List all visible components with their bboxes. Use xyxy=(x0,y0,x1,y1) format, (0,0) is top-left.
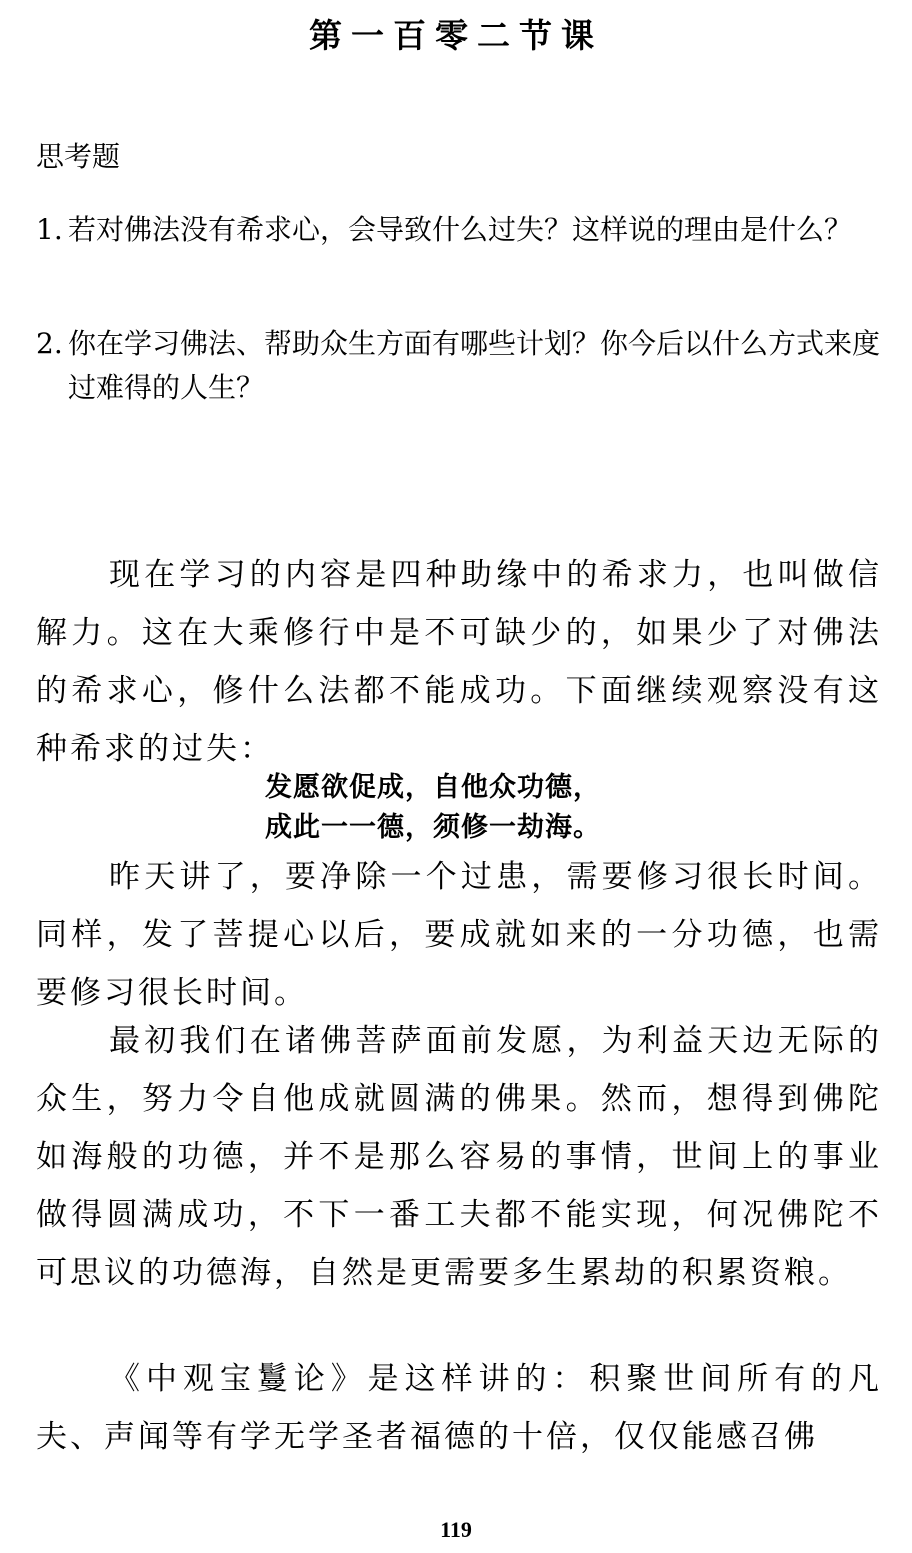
question-item-2 xyxy=(36,322,882,410)
body-paragraph-2-block xyxy=(36,848,882,1022)
questions-heading: 思考题 xyxy=(36,140,121,173)
body-paragraph: 最初我们在诸佛菩萨面前发愿，为利益天边无际的众生，努力令自他成就圆满的佛果。然而，想得到佛陀如海般的功德，并不是那么容易的事情，世间上的事业做得圆满成功，不下一番工夫都不能实现，何况佛陀不可思议的功德海，自然是更需要多生累劫的积累资粮。 xyxy=(36,1023,882,1291)
question-text: 你在学习佛法、帮助众生方面有哪些计划？你今后以什么方式来度过难得的人生？ xyxy=(68,327,881,404)
body-paragraph: 昨天讲了，要净除一个过患，需要修习很长时间。同样，发了菩提心以后，要成就如来的一分功德，也需要修习很长时间。 xyxy=(36,859,882,1011)
question-number: 2. xyxy=(36,327,63,360)
page-number: 119 xyxy=(440,1517,472,1542)
body-paragraph-1-block xyxy=(36,546,882,778)
verse-line-2: 成此一一德，须修一劫海。 xyxy=(265,812,601,843)
question-number: 1. xyxy=(36,213,63,246)
question-item-1 xyxy=(36,208,882,252)
question-text: 若对佛法没有希求心，会导致什么过失？这样说的理由是什么？ xyxy=(68,213,853,246)
body-paragraph: 《中观宝鬘论》是这样讲的：积聚世间所有的凡夫、声闻等有学无学圣者福德的十倍，仅仅能感召佛 xyxy=(36,1361,882,1455)
body-paragraph-4-block xyxy=(36,1350,882,1466)
lesson-title: 第一百零二节课 xyxy=(309,16,603,55)
verse-line-1: 发愿欲促成，自他众功德， xyxy=(265,772,601,803)
body-paragraph-3-block xyxy=(36,1012,882,1302)
body-paragraph: 现在学习的内容是四种助缘中的希求力，也叫做信解力。这在大乘修行中是不可缺少的，如果少了对佛法的希求心，修什么法都不能成功。下面继续观察没有这种希求的过失： xyxy=(36,557,882,767)
